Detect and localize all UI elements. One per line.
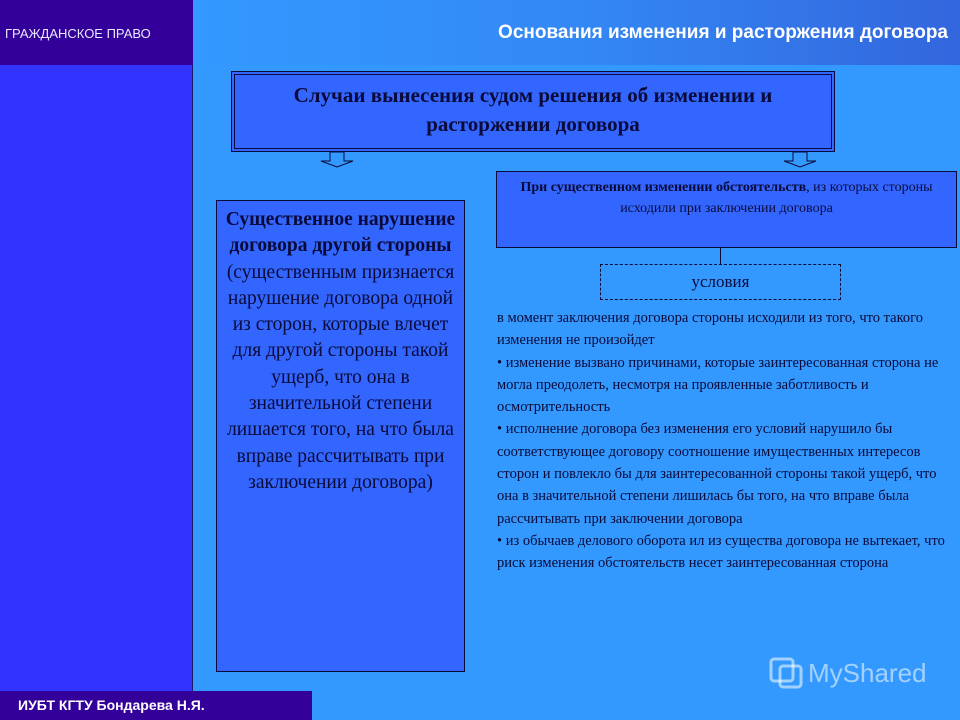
main-heading-line1: Случаи вынесения судом решения об изменении и (293, 83, 773, 107)
sidebar (0, 0, 193, 720)
material-breach-box (216, 200, 465, 672)
changed-circumstances-title: При существенном изменении обстоятельств (520, 180, 807, 195)
changed-circumstances-text: , из которых стороны исходили при заключении договора (620, 180, 933, 216)
connector-line (720, 248, 721, 264)
course-label: ГРАЖДАНСКОЕ ПРАВО (0, 0, 193, 65)
material-breach-title: Существенное нарушение договора другой стороны (225, 209, 456, 257)
main-heading-line2: расторжении договора (426, 112, 640, 136)
header-bar (194, 0, 960, 65)
list-item: в момент заключения договора стороны исходили из того, что такого изменения не произойдет (497, 310, 923, 349)
changed-circumstances-box (496, 171, 957, 248)
material-breach-text: (существенным признается нарушение договора одной из сторон, которые влечет для другой стороны такой ущерб, что она в значительной степени лишается того, на что была вправе рассчитывать при заключении договора) (226, 261, 455, 493)
list-item: • из обычаев делового оборота ил из существа договора не вытекает, что риск изменения обстоятельств несет заинтересованная сторона (497, 532, 945, 572)
myshared-logo-icon (768, 656, 804, 690)
footer-author: ИУБТ КГТУ Бондарева Н.Я. (0, 691, 312, 720)
page-title: Основания изменения и расторжения договора (498, 22, 948, 43)
down-arrow-icon (783, 152, 817, 168)
list-item: • исполнение договора без изменения его условий нарушило бы соответствующее договору соотношение имущественных интересов сторон и повлекло бы для заинтересованной стороны такой ущерб, что она в значительной степени лишилась бы того, на что вправе была рассчитывать при заключении договора (497, 421, 937, 527)
watermark-text: MyShared (808, 657, 927, 688)
down-arrow-icon (320, 152, 354, 168)
conditions-list (497, 307, 957, 575)
conditions-box: условия (600, 264, 841, 300)
main-heading-box (231, 71, 835, 152)
watermark (768, 656, 927, 690)
list-item: • изменение вызвано причинами, которые заинтересованная сторона не могла преодолеть, несмотря на проявленные заботливость и осмотрительность (497, 354, 939, 416)
